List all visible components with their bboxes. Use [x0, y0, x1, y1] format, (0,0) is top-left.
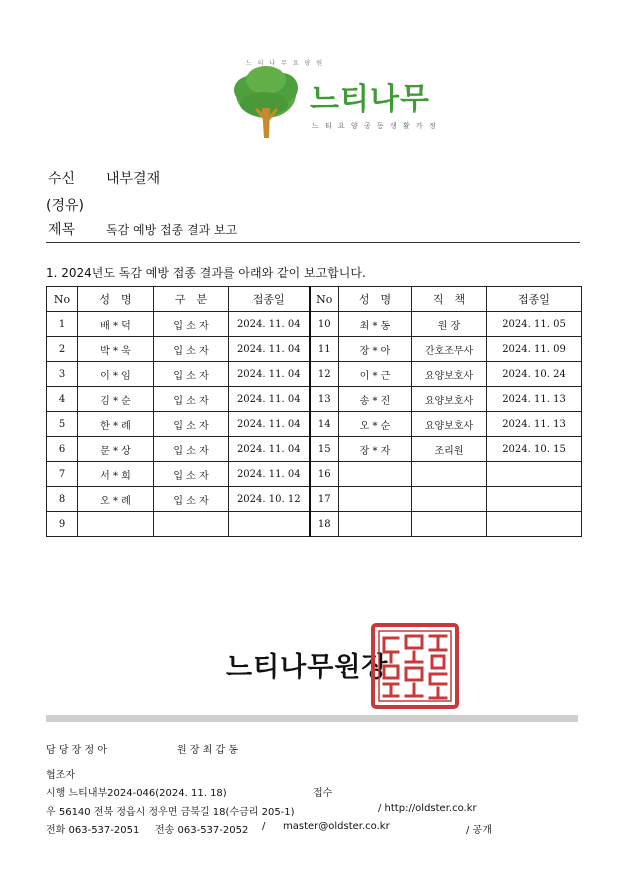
header-type: 구 분 [154, 287, 229, 312]
table-row [47, 337, 582, 362]
cell-date: 2024. 10. 15 [487, 437, 582, 462]
cell-no: 7 [47, 462, 78, 487]
cell-no: 10 [310, 312, 339, 337]
director: 원 장 최 갑 동 [177, 745, 239, 756]
cell-date: 2024. 11. 04 [229, 387, 310, 412]
header-no: No [47, 287, 78, 312]
cell-no: 1 [47, 312, 78, 337]
vaccination-table [46, 286, 582, 537]
email-link[interactable]: master@oldster.co.kr [283, 821, 390, 832]
header-no: No [310, 287, 339, 312]
header-name: 성 명 [78, 287, 154, 312]
intro-text: 1. 2024년도 독감 예방 접종 결과를 아래와 같이 보고합니다. [46, 266, 366, 280]
cell-date: 2024. 11. 09 [487, 337, 582, 362]
cell-no: 6 [47, 437, 78, 462]
cell-date [487, 512, 582, 537]
cell-no: 9 [47, 512, 78, 537]
cooperator-label: 협조자 [46, 770, 75, 781]
cell-name: 송 * 진 [339, 387, 412, 412]
via-label: (경유) [46, 198, 84, 214]
cell-name: 오 * 순 [339, 412, 412, 437]
cell-name [339, 462, 412, 487]
cell-name: 오 * 례 [78, 487, 154, 512]
cell-name: 장 * 아 [339, 337, 412, 362]
cell-position: 요양보호사 [412, 412, 487, 437]
recipient-label: 수신 [48, 171, 76, 187]
table-row [47, 512, 582, 537]
cell-type: 입 소 자 [154, 462, 229, 487]
signature-text: 느티나무원장 [226, 652, 389, 683]
cell-type: 입 소 자 [154, 337, 229, 362]
cell-date: 2024. 11. 04 [229, 312, 310, 337]
phone: 전화 063-537-2051 [46, 825, 140, 836]
execution-info: 시행 느티내부2024-046(2024. 11. 18) [46, 788, 227, 799]
cell-date: 2024. 11. 04 [229, 337, 310, 362]
cell-date: 2024. 11. 04 [229, 412, 310, 437]
table-row [47, 387, 582, 412]
cell-date [229, 512, 310, 537]
recipient-value: 내부결재 [106, 171, 161, 187]
header-date: 접종일 [487, 287, 582, 312]
cell-position: 원 장 [412, 312, 487, 337]
in-charge: 담 당 장 정 아 [46, 745, 108, 756]
table-row [47, 487, 582, 512]
table-row [47, 462, 582, 487]
cell-no: 8 [47, 487, 78, 512]
cell-date: 2024. 11. 04 [229, 362, 310, 387]
cell-name: 최 * 동 [339, 312, 412, 337]
receipt-label: 접수 [313, 788, 333, 799]
cell-name: 장 * 자 [339, 437, 412, 462]
cell-type: 입 소 자 [154, 362, 229, 387]
cell-date: 2024. 11. 04 [229, 462, 310, 487]
cell-no: 2 [47, 337, 78, 362]
cell-no: 17 [310, 487, 339, 512]
cell-type [154, 512, 229, 537]
logo-arc-text: 느 티 나 무 요 양 원 [246, 60, 325, 67]
cell-date: 2024. 11. 05 [487, 312, 582, 337]
cell-date [487, 487, 582, 512]
website-link[interactable]: / http://oldster.co.kr [378, 803, 477, 814]
cell-position [412, 462, 487, 487]
cell-position: 조리원 [412, 437, 487, 462]
cell-name: 배 * 덕 [78, 312, 154, 337]
cell-name [78, 512, 154, 537]
cell-position [412, 512, 487, 537]
cell-name: 김 * 순 [78, 387, 154, 412]
cell-name: 박 * 욱 [78, 337, 154, 362]
cell-no: 13 [310, 387, 339, 412]
header-date: 접종일 [229, 287, 310, 312]
footer-band [46, 715, 578, 722]
cell-position: 간호조무사 [412, 337, 487, 362]
cell-no: 11 [310, 337, 339, 362]
logo-name: 느티나무 [310, 82, 430, 117]
cell-no: 15 [310, 437, 339, 462]
cell-no: 3 [47, 362, 78, 387]
subject-label: 제목 [48, 222, 76, 238]
cell-date: 2024. 11. 13 [487, 387, 582, 412]
official-seal-icon [370, 622, 460, 710]
cell-no: 4 [47, 387, 78, 412]
table-header-row [47, 287, 582, 312]
cell-name: 서 * 희 [78, 462, 154, 487]
address: 우 56140 전북 정읍시 정우면 금북길 18(수금리 205-1) [46, 807, 295, 818]
header-position: 직 책 [412, 287, 487, 312]
cell-date [487, 462, 582, 487]
cell-no: 5 [47, 412, 78, 437]
cell-date: 2024. 11. 13 [487, 412, 582, 437]
cell-name: 이 * 임 [78, 362, 154, 387]
cell-date: 2024. 10. 12 [229, 487, 310, 512]
public-status: / 공개 [466, 825, 492, 836]
cell-type: 입 소 자 [154, 412, 229, 437]
cell-date: 2024. 11. 04 [229, 437, 310, 462]
cell-name [339, 512, 412, 537]
cell-name [339, 487, 412, 512]
table-row [47, 312, 582, 337]
cell-name: 한 * 례 [78, 412, 154, 437]
cell-type: 입 소 자 [154, 437, 229, 462]
cell-position [412, 487, 487, 512]
separator: / [262, 821, 266, 832]
logo-subtitle: 느 티 요 양 공 동 생 활 가 정 [312, 122, 438, 130]
cell-type: 입 소 자 [154, 312, 229, 337]
tree-trunk [255, 108, 278, 138]
cell-type: 입 소 자 [154, 387, 229, 412]
cell-no: 14 [310, 412, 339, 437]
cell-no: 18 [310, 512, 339, 537]
table-row [47, 437, 582, 462]
subject-value: 독감 예방 접종 결과 보고 [106, 223, 238, 237]
table-row [47, 412, 582, 437]
cell-position: 요양보호사 [412, 387, 487, 412]
fax: 전송 063-537-2052 [155, 825, 249, 836]
cell-no: 16 [310, 462, 339, 487]
header-divider [46, 242, 580, 243]
cell-name: 이 * 근 [339, 362, 412, 387]
cell-name: 문 * 상 [78, 437, 154, 462]
table-row [47, 362, 582, 387]
cell-no: 12 [310, 362, 339, 387]
cell-type: 입 소 자 [154, 487, 229, 512]
cell-date: 2024. 10. 24 [487, 362, 582, 387]
header-name: 성 명 [339, 287, 412, 312]
cell-position: 요양보호사 [412, 362, 487, 387]
